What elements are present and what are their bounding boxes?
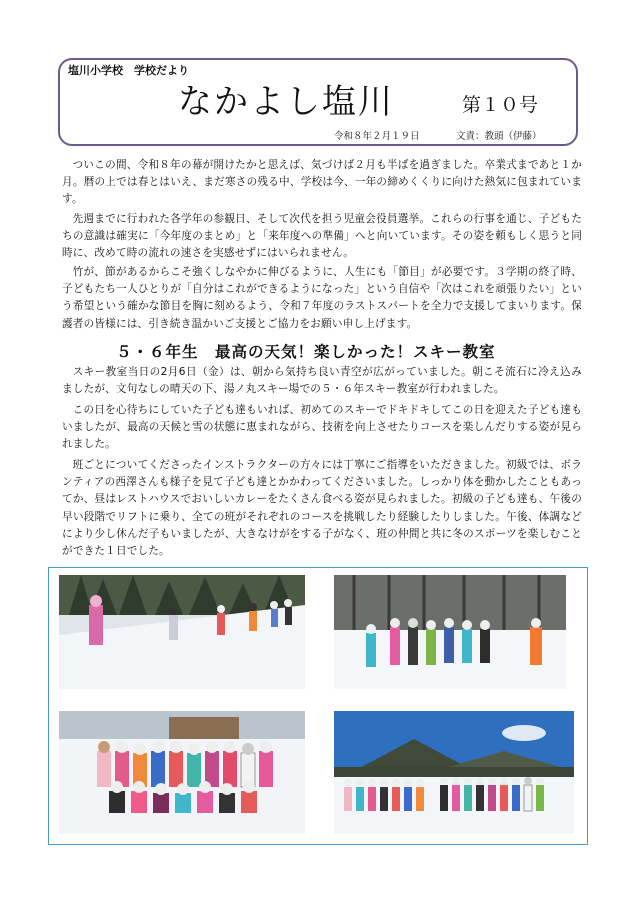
ski-photo-lineup — [334, 575, 566, 689]
issue-date: 令和８年２月１９日 — [334, 131, 420, 142]
author-credit: 文責：教頭（伊藤） — [456, 131, 542, 142]
issue-number: 第１０号 — [462, 94, 539, 116]
ski-photo-slope — [59, 575, 305, 689]
intro-paragraph-2: 先週までに行われた各学年の参観日、そして次代を担う児童会役員選挙。これらの行事を通じ、子どもたちの意識は確実に「今年度のまとめ」と「来年度への準備」へと向いています。その姿を頼もしく思うと同時に、改めて時の流れの速さを実感せずにはいられません。 — [62, 213, 582, 260]
ski-paragraph-3: 班ごとについてくださったインストラクターの方々には丁寧にご指導をいただきました。初級では、ボランティアの西澤さんも様子を見て子ども達とかかわってくださいました。しっかり体を動かしたこともあってか、昼はレストハウスでおいしいカレーをたくさん食べる姿が見られました。初級の子ども達も、午後の早い段階でリフトに乗り、全ての班がそれぞれのコースを挑戦したり経験したりしました。午後、体調などにより少し休んだ子もいましたが、大きなけがをする子がなく、班の仲間と共に冬のスポーツを楽しむことができた１日でした。 — [62, 459, 582, 558]
ski-photo-group — [59, 711, 305, 834]
intro-paragraph-3: 竹が、節があるからこそ強くしなやかに伸びるように、人生にも「節目」が必要です。３学期の終了時、子どもたち一人ひとりが「自分はこれができるようになった」という自信や「次はこれを頑張りたい」という希望という確かな節目を胸に刻めるよう、令和７年度のラストスパートを全力で支援してまいります。保護者の皆様には、引き続き温かいご支援とご協力をお願い申し上げます。 — [62, 266, 582, 330]
ski-paragraph-1: スキー教室当日の2月6日（金）は、朝から気持ち良い青空が広がっていました。朝こそ流石に冷え込みましたが、文句なしの晴天の下、湯ノ丸スキー場での５・６年スキー教室が行われました。 — [62, 366, 582, 396]
school-name: 塩川小学校 学校だより — [68, 64, 189, 77]
ski-photo-mountain — [334, 711, 574, 834]
section-heading: ５・６年生 最高の天気！楽しかった！スキー教室 — [116, 343, 496, 361]
newsletter-title: なかよし塩川 — [178, 82, 394, 122]
intro-paragraph-1: ついこの間、令和８年の幕が開けたかと思えば、気づけば２月も半ばを過ぎました。卒業式まであと１か月。暦の上では春とはいえ、まだ寒さの残る中、学校は今、一年の締めくくりに向けた熱気に包まれています。 — [62, 159, 582, 206]
ski-paragraph-2: この日を心待ちにしていた子ども達もいれば、初めてのスキーでドキドキしてこの日を迎えた子ども達もいましたが、最高の天候と雪の状態に恵まれながら、技術を向上させたりコースを楽しんだりする姿が見られました。 — [62, 404, 582, 451]
